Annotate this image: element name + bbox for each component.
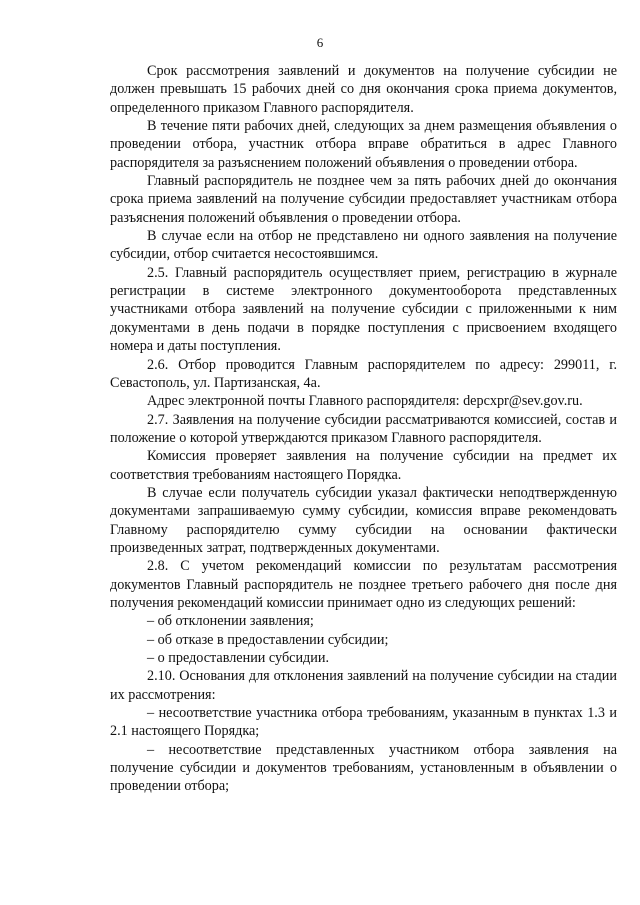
paragraph-email: Адрес электронной почты Главного распорядителя: depcxpr@sev.gov.ru.: [147, 393, 583, 410]
paragraph-2-10: 2.10. Основания для отклонения заявлений на получение субсидии на стадии их рассмотрения:: [110, 668, 617, 703]
paragraph-clarification-response: Главный распорядитель не позднее чем за пять рабочих дней до окончания срока приема заявлений на получение субсидии предоставляет участникам отбора разъяснения положений объявления о проведении отбора.: [110, 173, 617, 226]
paragraph-clarification-request: В течение пяти рабочих дней, следующих за днем размещения объявления о проведении отбора, участник отбора вправе обратиться в адрес Главного распорядителя за разъяснением положений объявления о проведении отбора.: [110, 118, 617, 171]
paragraph-failed-selection: В случае если на отбор не представлено ни одного заявления на получение субсидии, отбор считается несостоявшимся.: [110, 228, 617, 263]
paragraph-2-7: 2.7. Заявления на получение субсидии рассматриваются комиссией, состав и положение о которой утверждаются приказом Главного распорядителя.: [110, 411, 617, 446]
list-item-participant-mismatch: – несоответствие участника отбора требованиям, указанным в пунктах 1.3 и 2.1 настоящего Порядка;: [110, 705, 617, 740]
paragraph-2-5: 2.5. Главный распорядитель осуществляет прием, регистрацию в журнале регистрации в системе электронного документооборота представленных участниками отбора заявлений на получение субсидии с приложенными к ним документами в день подачи в порядке поступления с присвоением входящего номера и даты поступления.: [110, 264, 617, 355]
paragraph-review-period: Срок рассмотрения заявлений и документов на получение субсидии не должен превышать 15 рабочих дней со дня окончания срока приема документов, определенного приказом Главного распорядителя.: [110, 63, 617, 116]
paragraph-2-6: 2.6. Отбор проводится Главным распорядителем по адресу: 299011, г. Севастополь, ул. Партизанская, 4а.: [110, 356, 617, 391]
paragraph-2-8: 2.8. С учетом рекомендаций комиссии по результатам рассмотрения документов Главный распорядитель не позднее третьего рабочего дня после дня получения рекомендаций комиссии принимает одно из следующих решений:: [110, 558, 617, 611]
page-number: 6: [316, 35, 324, 50]
list-item-grant-subsidy: – о предоставлении субсидии.: [147, 650, 329, 666]
paragraph-recommend-amount: В случае если получатель субсидии указал фактически неподтвержденную документами запрашиваемую сумму субсидии, комиссия вправе рекомендовать Главному распорядителю сумму субсидии на основании фактически произведенных затрат, подтвержденных документами.: [110, 484, 617, 556]
list-item-reject-application: – об отклонении заявления;: [147, 613, 314, 630]
document-body: [110, 62, 617, 796]
list-item-refuse-subsidy: – об отказе в предоставлении субсидии;: [147, 631, 389, 648]
list-item-documents-mismatch: – несоответствие представленных участником отбора заявления на получение субсидии и документов требованиям, установленным в объявлении о проведении отбора;: [110, 741, 617, 795]
paragraph-commission-check: Комиссия проверяет заявления на получение субсидии на предмет их соответствия требованиям настоящего Порядка.: [110, 448, 617, 483]
